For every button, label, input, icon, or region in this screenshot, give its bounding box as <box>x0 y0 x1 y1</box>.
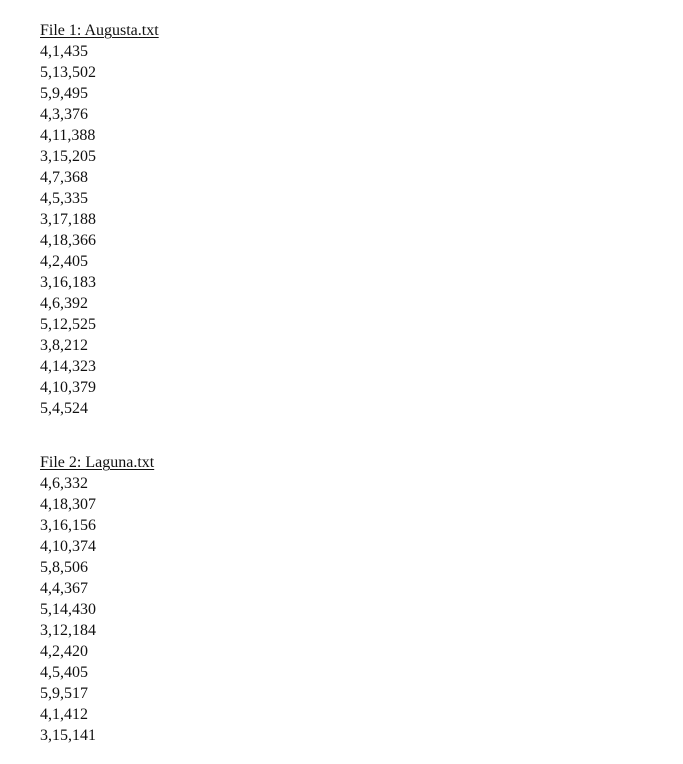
file-line: 3,15,205 <box>40 148 96 165</box>
file-line: 5,9,517 <box>40 685 88 702</box>
file-line: 4,4,367 <box>40 580 88 597</box>
file-line: 4,10,374 <box>40 538 96 555</box>
file-line: 5,9,495 <box>40 85 88 102</box>
file-line: 3,16,156 <box>40 517 96 534</box>
file-line: 4,3,376 <box>40 106 88 123</box>
file-line: 4,18,307 <box>40 496 96 513</box>
file-line-list <box>40 473 640 746</box>
file-line: 4,1,412 <box>40 706 88 723</box>
file-block-laguna <box>40 452 640 746</box>
file-line-list <box>40 41 640 419</box>
file-line: 5,12,525 <box>40 316 96 333</box>
file-line: 4,7,368 <box>40 169 88 186</box>
file-title: File 1: Augusta.txt <box>40 22 159 39</box>
file-line: 3,17,188 <box>40 211 96 228</box>
file-line: 5,13,502 <box>40 64 96 81</box>
file-line: 4,2,405 <box>40 253 88 270</box>
file-line: 4,1,435 <box>40 43 88 60</box>
file-line: 3,12,184 <box>40 622 96 639</box>
file-line: 3,15,141 <box>40 727 96 744</box>
file-line: 3,16,183 <box>40 274 96 291</box>
file-line: 4,5,405 <box>40 664 88 681</box>
file-line: 4,14,323 <box>40 358 96 375</box>
file-line: 5,8,506 <box>40 559 88 576</box>
file-line: 3,8,212 <box>40 337 88 354</box>
file-line: 4,11,388 <box>40 127 96 144</box>
file-line: 5,4,524 <box>40 400 88 417</box>
file-line: 4,6,392 <box>40 295 88 312</box>
file-line: 4,2,420 <box>40 643 88 660</box>
file-line: 4,5,335 <box>40 190 88 207</box>
file-line: 4,6,332 <box>40 475 88 492</box>
file-line: 4,10,379 <box>40 379 96 396</box>
file-line: 4,18,366 <box>40 232 96 249</box>
document-page <box>40 20 640 746</box>
file-line: 5,14,430 <box>40 601 96 618</box>
file-title: File 2: Laguna.txt <box>40 454 155 471</box>
file-block-augusta <box>40 20 640 419</box>
